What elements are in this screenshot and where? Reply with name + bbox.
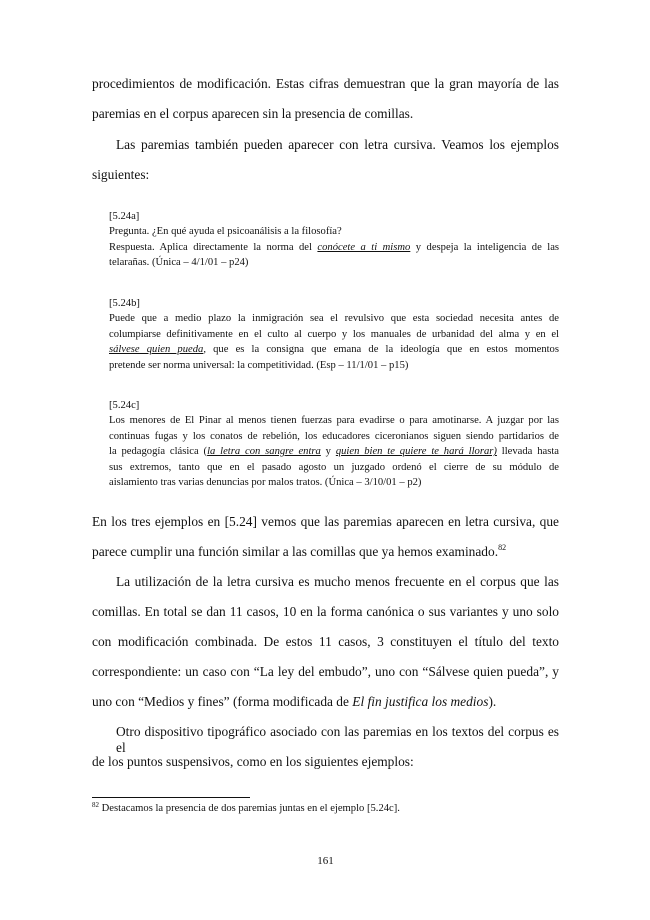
example-line: pretende ser norma universal: la competitividad. (Esp – 11/1/01 – p15) (109, 359, 409, 371)
paremia-italic: conócete a ti mismo (317, 241, 411, 253)
body-text-line: siguientes: (92, 167, 150, 182)
paremia-italic: sálvese quien pueda (109, 344, 204, 356)
body-text-line: correspondiente: un caso con “La ley del embudo”, uno con “Sálvese quien pueda”, y (92, 664, 559, 679)
body-text-line: procedimientos de modificación. Estas cifras demuestran que la gran mayoría de las (92, 76, 559, 91)
example-line: la pedagogía clásica (la letra con sangre entra y quien bien te quiere te hará llorar) llevada hasta (109, 446, 559, 458)
example-label: [5.24c] (109, 400, 140, 411)
footnote (92, 803, 400, 814)
body-text-line: paremias en el corpus aparecen sin la presencia de comillas. (92, 106, 414, 121)
footnote-number: 82 (92, 801, 99, 809)
example-label: [5.24b] (109, 298, 140, 309)
page-number: 161 (317, 855, 334, 867)
example-line: columpiarse definitivamente en el culto al cuerpo y los manuales de urbanidad del alma y en el (109, 328, 559, 340)
example-line: continuas fugas y los conatos de rebelión, los educadores ciceronianos siguen siendo partidarios de (109, 430, 559, 442)
example-line: telarañas. (Única – 4/1/01 – p24) (109, 257, 249, 269)
footnote-reference[interactable]: 82 (498, 543, 507, 552)
example-block-b (109, 296, 559, 373)
example-line: aislamiento tras varias denuncias por malos tratos. (Única – 3/10/01 – p2) (109, 476, 422, 488)
body-text-line: parece cumplir una función similar a las comillas que ya hemos examinado.$^{82}$ (92, 543, 507, 559)
body-text-line: Otro dispositivo tipográfico asociado con las paremias en los textos del corpus es el (116, 724, 559, 755)
example-block-a (109, 209, 559, 271)
paremia-italic: quien bien te quiere te hará llorar) (335, 446, 497, 458)
body-text-line: uno con “Medios y fines” (forma modificada de El fin justifica los medios). (92, 694, 497, 709)
paremia-italic: El fin justifica los medios (352, 694, 489, 709)
body-text-line: La utilización de la letra cursiva es mucho menos frecuente en el corpus que las (116, 574, 559, 589)
body-text-line: comillas. En total se dan 11 casos, 10 en la forma canónica o sus variantes y uno solo (92, 604, 559, 619)
body-text-line: con modificación combinada. De estos 11 casos, 3 constituyen el título del texto (92, 634, 559, 649)
example-label: [5.24a] (109, 211, 140, 222)
example-line: Los menores de El Pinar al menos tienen fuerzas para evadirse o para amotinarse. A juzgar por las (109, 415, 559, 427)
paremia-italic: la letra con sangre entra (207, 446, 321, 458)
example-line: Respuesta. Aplica directamente la norma del conócete a ti mismo y despeja la inteligencia de las (109, 241, 560, 253)
example-block-c (109, 398, 559, 490)
footnote-divider (92, 797, 250, 798)
example-line: sálvese quien pueda, que es la consigna que emana de la ideología que en estos momentos (109, 344, 559, 356)
body-text-line: de los puntos suspensivos, como en los siguientes ejemplos: (92, 754, 414, 769)
body-text-line: Las paremias también pueden aparecer con letra cursiva. Veamos los ejemplos (116, 137, 559, 152)
footnote-text: Destacamos la presencia de dos paremias juntas en el ejemplo [5.24c]. (99, 803, 400, 814)
body-text-line: En los tres ejemplos en [5.24] vemos que las paremias aparecen en letra cursiva, que (92, 514, 559, 529)
example-line: Puede que a medio plazo la inmigración sea el revulsivo que esta sociedad necesita antes de (109, 313, 559, 325)
example-line: Pregunta. ¿En qué ayuda el psicoanálisis a la filosofía? (109, 226, 342, 238)
example-line: sus extremos, tanto que en el pasado agosto un juzgado ordenó el cierre de su módulo de (109, 461, 559, 473)
